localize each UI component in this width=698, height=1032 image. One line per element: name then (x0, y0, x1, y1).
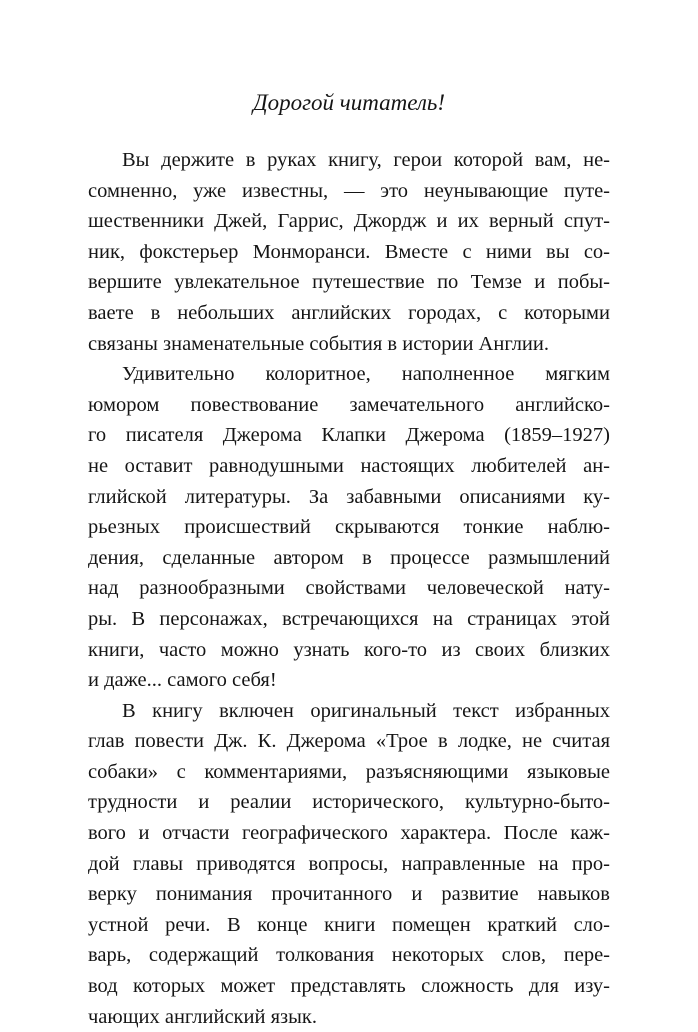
text-line: дой главы приводятся вопросы, направленные на про- (88, 852, 610, 875)
text-line: дения, сделанные автором в процессе размышлений (88, 546, 610, 569)
text-line: го писателя Джерома Клапки Джерома (1859–1927) (88, 424, 610, 447)
text-line: вого и отчасти географического характера. После каж- (88, 822, 610, 845)
text-line: вод которых может представлять сложность для изу- (88, 975, 610, 998)
text-line: Вы держите в руках книгу, герои которой вам, не- (122, 149, 610, 171)
text-line: собаки» с комментариями, разъясняющими языковые (88, 760, 610, 783)
text-line: не оставит равнодушными настоящих любителей ан- (88, 454, 610, 477)
text-line: ваете в небольших английских городах, с которыми (88, 301, 610, 324)
text-line: глав повести Дж. К. Джерома «Трое в лодке, не считая (88, 730, 610, 753)
text-line: юмором повествование замечательного английско- (88, 393, 610, 416)
text-line: вершите увлекательное путешествие по Темзе и побы- (88, 271, 610, 294)
text-line: В книгу включен оригинальный текст избранных (122, 699, 610, 722)
text-line: рьезных происшествий скрываются тонкие наблю- (88, 516, 610, 539)
body-text (88, 145, 610, 1032)
text-line: связаны знаменательные события в истории Англии. (88, 332, 549, 355)
paragraph (88, 696, 610, 1032)
text-line: глийской литературы. За забавными описаниями ку- (88, 485, 610, 508)
text-line: ры. В персонажах, встречающихся на страницах этой (88, 607, 610, 630)
text-line: трудности и реалии исторического, культурно-быто- (88, 791, 610, 814)
text-line: Удивительно колоритное, наполненное мягким (122, 363, 610, 386)
text-line: шественники Джей, Гаррис, Джордж и их верный спут- (88, 210, 610, 233)
text-line: и даже... самого себя! (88, 669, 277, 692)
text-line: ник, фокстерьер Монморанси. Вместе с ними вы со- (88, 240, 610, 263)
text-line: над разнообразными свойствами человеческой нату- (88, 577, 610, 600)
text-line: сомненно, уже известны, — это неунывающие путе- (88, 179, 610, 202)
text-line: чающих английский язык. (88, 1005, 317, 1028)
page-title: Дорогой читатель! (252, 90, 446, 115)
text-line: верку понимания прочитанного и развитие навыков (88, 883, 610, 906)
paragraph (88, 359, 610, 696)
text-line: варь, содержащий толкования некоторых слов, пере- (88, 944, 610, 967)
text-line: книги, часто можно узнать кого-то из своих близких (88, 638, 610, 661)
paragraph (88, 145, 610, 359)
text-line: устной речи. В конце книги помещен краткий сло- (88, 913, 610, 936)
